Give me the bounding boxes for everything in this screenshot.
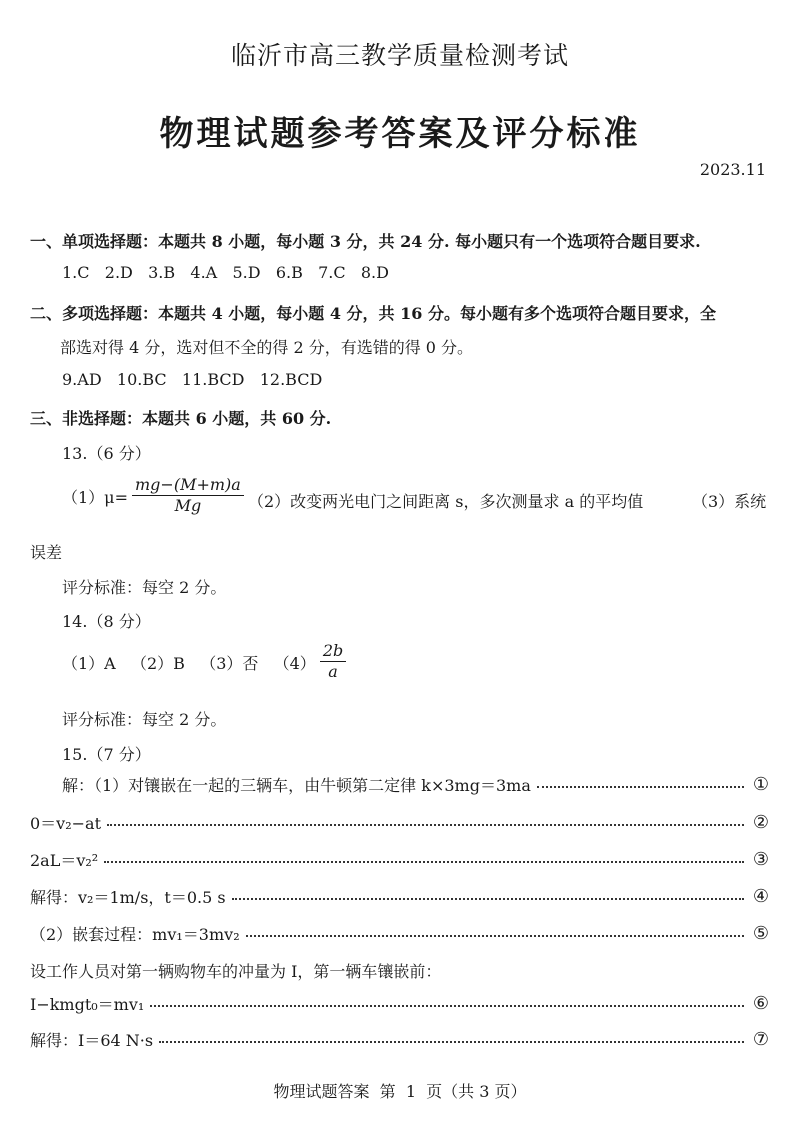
q13-scoring: 评分标准：每空 2 分。 (62, 578, 227, 597)
section3-heading: 三、非选择题：本题共 6 小题，共 60 分. (30, 409, 332, 428)
q14-scoring: 评分标准：每空 2 分。 (62, 710, 227, 729)
section2-heading-line1: 二、多项选择题：本题共 4 小题，每小题 4 分，共 16 分。每小题有多个选项符合题目要求，全 (30, 304, 716, 323)
step-mark: ④ (752, 886, 770, 907)
q14-fraction (320, 642, 346, 682)
step-mark: ⑥ (752, 993, 770, 1014)
q13-title: 13.（6 分） (62, 444, 151, 463)
q13-part3: （3）系统 (692, 492, 767, 511)
step-text: 0＝v₂−at (30, 814, 102, 833)
q14-frac-denominator: a (328, 662, 338, 681)
step-mark: ② (752, 812, 770, 833)
q15-step-1 (30, 773, 772, 796)
leader-dots (159, 1041, 744, 1043)
leader-dots (104, 861, 744, 863)
q14-answers-row (62, 642, 350, 682)
q15-step-4 (30, 885, 772, 908)
q15-step-2 (30, 811, 772, 834)
q15-step-3 (30, 848, 772, 871)
step-mark: ① (752, 774, 770, 795)
step-text: 2aL＝v₂² (30, 851, 99, 870)
step-text: I−kmgt₀＝mv₁ (30, 995, 145, 1014)
leader-dots (537, 786, 744, 788)
q13-fraction (132, 476, 244, 516)
q13-answers (62, 476, 248, 516)
section2-answers: 9.AD 10.BC 11.BCD 12.BCD (62, 370, 323, 389)
document-date: 2023.11 (699, 160, 766, 179)
q15-step-5 (30, 922, 772, 945)
q13-frac-numerator: mg−(M+m)a (132, 476, 244, 496)
q15-step-6 (30, 992, 772, 1015)
step-text: 解得：I＝64 N·s (30, 1031, 154, 1050)
step-text: 解：（1）对镶嵌在一起的三辆车，由牛顿第二定律 k×3mg＝3ma (62, 776, 531, 795)
section2-heading-line2: 部选对得 4 分，选对但不全的得 2 分，有选错的得 0 分。 (60, 338, 474, 357)
document-title: 物理试题参考答案及评分标准 (159, 114, 641, 154)
section1-answers: 1.C 2.D 3.B 4.A 5.D 6.B 7.C 8.D (62, 263, 389, 282)
page-footer: 物理试题答案 第 1 页（共 3 页） (273, 1082, 527, 1101)
q13-part2: （2）改变两光电门之间距离 s，多次测量求 a 的平均值 (248, 492, 644, 511)
q14-answers: （1）A （2）B （3）否 （4） (62, 653, 316, 673)
step-mark: ⑦ (752, 1029, 770, 1050)
exam-name: 临沂市高三教学质量检测考试 (230, 41, 569, 70)
step-mark: ③ (752, 849, 770, 870)
q15-title: 15.（7 分） (62, 745, 151, 764)
q13-part1-prefix: （1）μ= (62, 487, 128, 507)
q14-frac-numerator: 2b (320, 642, 346, 662)
step-text: 解得：v₂＝1m/s，t＝0.5 s (30, 888, 226, 907)
q15-step-7 (30, 1028, 772, 1051)
leader-dots (150, 1005, 744, 1007)
leader-dots (246, 935, 744, 937)
section1-heading: 一、单项选择题：本题共 8 小题，每小题 3 分，共 24 分. 每小题只有一个选项符合题目要求. (30, 232, 701, 251)
q14-title: 14.（8 分） (62, 612, 151, 631)
step-text: （2）嵌套过程：mv₁＝3mv₂ (30, 925, 240, 944)
q15-intro: 设工作人员对第一辆购物车的冲量为 I，第一辆车镶嵌前： (30, 962, 442, 981)
q13-frac-denominator: Mg (174, 496, 202, 515)
q13-part3-cont: 误差 (30, 543, 63, 562)
leader-dots (107, 824, 744, 826)
step-mark: ⑤ (752, 923, 770, 944)
leader-dots (232, 898, 744, 900)
